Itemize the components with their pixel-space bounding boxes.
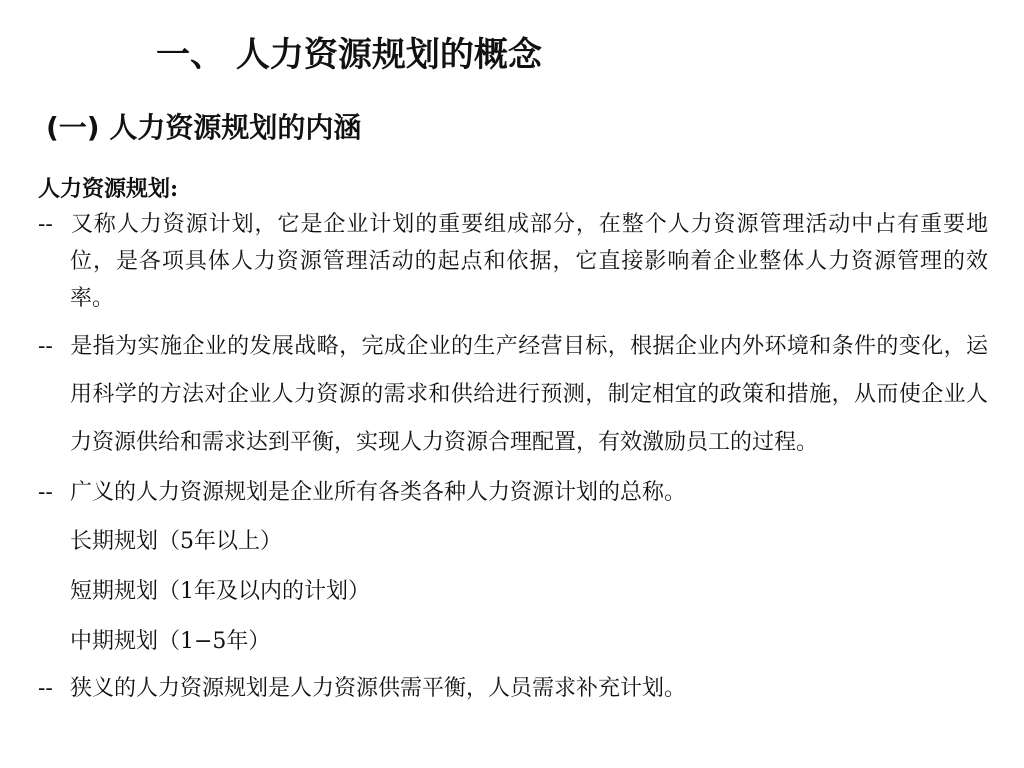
dash-marker: -- [38,334,53,359]
definition-paragraph-narrow [38,667,988,711]
paragraph-text: 又称人力资源计划，它是企业计划的重要组成部分，在整个人力资源管理活动中占有重要地位，是各项具体人力资源管理活动的起点和依据，它直接影响着企业整体人力资源管理的效率。 [70,212,988,311]
definition-paragraph-meaning [38,323,988,467]
content-body [38,172,988,711]
dash-marker: -- [38,212,53,237]
period-item-medium: 中期规划（1−5年） [70,629,271,654]
page-title: 一、 人力资源规划的概念 [156,35,542,75]
definition-paragraph-broad [38,469,988,517]
paragraph-text: 狭义的人力资源规划是人力资源供需平衡，人员需求补充计划。 [70,676,687,701]
paragraph-text: 是指为实施企业的发展战略，完成企业的生产经营目标，根据企业内外环境和条件的变化，运用科学的方法对企业人力资源的需求和供给进行预测，制定相宜的政策和措施，从而使企业人力资源供给和需求达到平衡，实现人力资源合理配置，有效激励员工的过程。 [70,334,988,455]
period-item-short: 短期规划（1年及以内的计划） [70,579,370,604]
dash-marker: -- [38,676,53,701]
planning-period-list [38,517,988,667]
period-item-long: 长期规划（5年以上） [70,529,282,554]
paragraph-text: 广义的人力资源规划是企业所有各类各种人力资源计划的总称。 [70,480,687,505]
term-label: 人力资源规划: [38,176,179,202]
definition-paragraph-alias [38,206,988,317]
dash-marker: -- [38,480,53,505]
section-heading: (一) 人力资源规划的内涵 [46,111,362,144]
